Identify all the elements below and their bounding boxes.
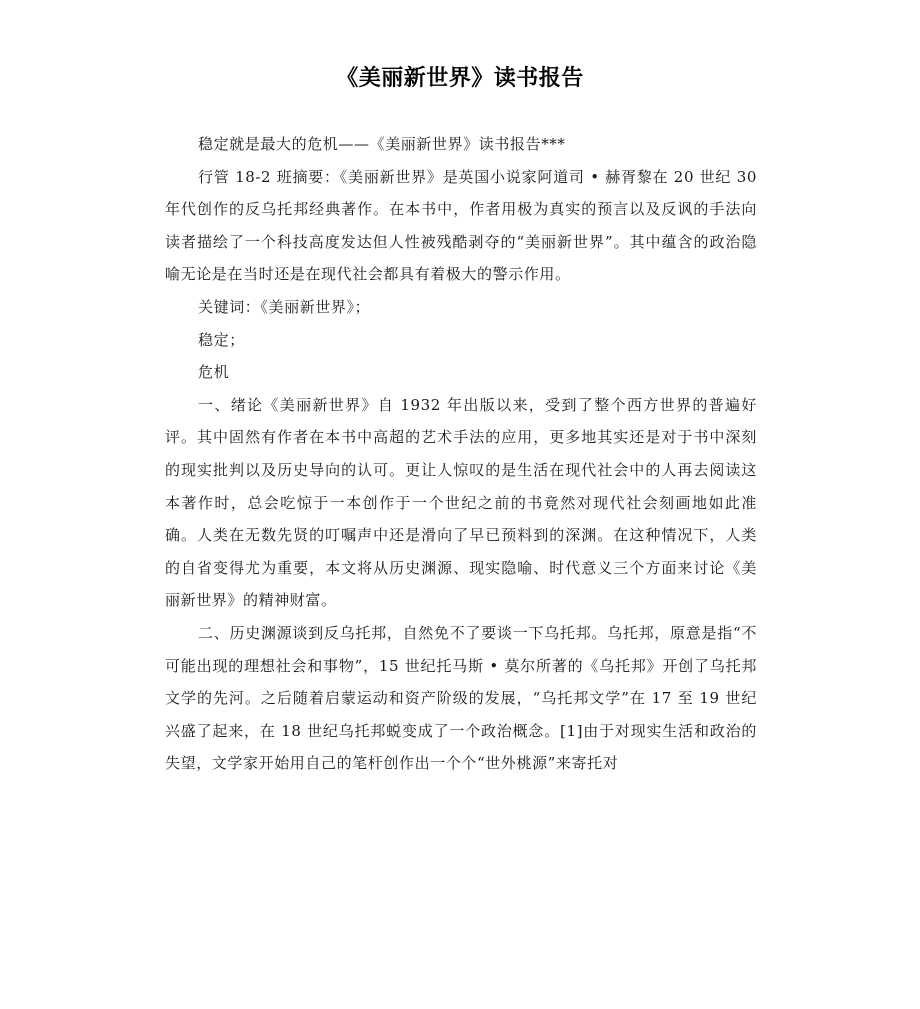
keywords-paragraph: 关键词：《美丽新世界》； bbox=[198, 297, 371, 316]
abstract-paragraph: 行管 18-2 班摘要：《美丽新世界》是英国小说家阿道司 • 赫胥黎在 20 世纪 30 年代创作的反乌托邦经典著作。在本书中，作者用极为真实的预言以及反讽的手法向读者描绘了一个科技高度发达但人性被残酷剥夺的“美丽新世界”。其中蕴含的政治隐喻无论是在当时还是在现代社会都具有着极大的警示作用。 bbox=[165, 167, 757, 284]
subtitle-paragraph: 稳定就是最大的危机——《美丽新世界》读书报告*** bbox=[198, 135, 566, 153]
history-paragraph: 二、历史渊源谈到反乌托邦，自然免不了要谈一下乌托邦。乌托邦，原意是指“不可能出现的理想社会和事物”，15 世纪托马斯 • 莫尔所著的《乌托邦》开创了乌托邦文学的先河。之后随着启蒙运动和资产阶级的发展，“乌托邦文学”在 17 至 19 世纪兴盛了起来，在 18 世纪乌托邦蜕变成了一个政治概念。[1]由于对现实生活和政治的失望，文学家开始用自己的笔杆创作出一个个“世外桃源”来寄托对 bbox=[165, 623, 757, 773]
keyword-stability-paragraph: 稳定； bbox=[198, 330, 245, 349]
keyword-crisis-paragraph: 危机 bbox=[198, 363, 230, 382]
introduction-paragraph: 一、绪论《美丽新世界》自 1932 年出版以来，受到了整个西方世界的普遍好评。其中固然有作者在本书中高超的艺术手法的应用，更多地其实还是对于书中深刻的现实批判以及历史导向的认可。更让人惊叹的是生活在现代社会中的人再去阅读这本著作时，总会吃惊于一本创作于一个世纪之前的书竟然对现代社会刻画地如此准确。人类在无数先贤的叮嘱声中还是滑向了早已预料到的深渊。在这种情况下，人类的自省变得尤为重要，本文将从历史渊源、现实隐喻、时代意义三个方面来讨论《美丽新世界》的精神财富。 bbox=[165, 395, 757, 610]
document-body bbox=[165, 128, 757, 780]
document-title: 《美丽新世界》读书报告 bbox=[336, 66, 584, 91]
